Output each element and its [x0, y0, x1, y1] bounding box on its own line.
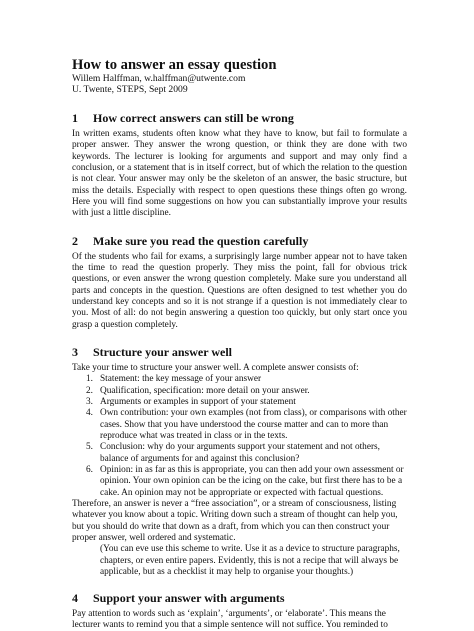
section-4-title: Support your answer with arguments [93, 591, 285, 605]
section-4-paragraph: Pay attention to words such as ‘explain’, ‘arguments’, or ‘elaborate’. This means the lecturer wants to remind you that a simple sentence will not suffice. You reminded to [72, 609, 407, 631]
section-3-title: Structure your answer well [93, 345, 232, 359]
section-2-title: Make sure you read the question carefully [93, 234, 308, 248]
section-2-number: 2 [72, 234, 93, 248]
list-item: 6. Opinion: in as far as this is appropriate, you can then add your own assessment or opinion. Your own opinion can be the icing on the cake, but first there has to be a cake. An opinion may not be appropriate or expected with factual questions. [72, 465, 407, 499]
list-item: 5. Conclusion: why do your arguments support your statement and not others, balance of arguments for and against this conclusion? [72, 442, 407, 465]
document-title: How to answer an essay question [72, 57, 407, 73]
section-1-heading [72, 111, 407, 125]
section-3-intro: Take your time to structure your answer well. A complete answer consists of: [72, 363, 407, 374]
list-item: 3. Arguments or examples in support of your statement [72, 397, 407, 408]
section-1-number: 1 [72, 111, 93, 125]
answer-structure-list [72, 374, 407, 499]
document-page [72, 57, 407, 631]
section-2-heading [72, 234, 407, 248]
section-3-note: (You can eve use this scheme to write. Use it as a device to structure paragraphs, chapters, or even entire papers. Evidently, this is not a recipe that will always be applicable, but as a checklist it may help to organise your thoughts.) [72, 544, 407, 578]
section-1-title: How correct answers can still be wrong [93, 111, 294, 125]
author-line: Willem Halffman, w.halffman@utwente.com [72, 73, 407, 84]
section-1-paragraph: In written exams, students often know what they have to know, but fail to formulate a proper answer. They answer the wrong question, or think they are done with two keywords. The lecturer is looking for arguments and support and may only find a conclusion, or a statement that is in itself correct, but of which the relation to the question is not clear. Your answer may only be the skeleton of an answer, the basic structure, but miss the details. Especially with respect to open questions these things often go wrong. Here you will find some suggestions on how you can substantially improve your results with just a little discipline. [72, 129, 407, 220]
affiliation-line: U. Twente, STEPS, Sept 2009 [72, 84, 407, 95]
list-item: 1. Statement: the key message of your answer [72, 374, 407, 385]
list-item: 2. Qualification, specification: more detail on your answer. [72, 386, 407, 397]
section-2-paragraph: Of the students who fail for exams, a surprisingly large number appear not to have taken the time to read the question properly. They miss the point, fall for obvious trick questions, or even answer the wrong question completely. Make sure you understand all parts and concepts in the question. Questions are often designed to test whether you do understand key concepts and so it is not strange if a question is not immediately clear to you. Most of all: do not begin answering a question too quickly, but only start once you grasp a question completely. [72, 252, 407, 331]
section-4-number: 4 [72, 591, 93, 605]
section-3-after-paragraph: Therefore, an answer is never a “free association”, or a stream of consciousness, listing whatever you know about a topic. Writing down such a stream of thought can help you, but you should do write that down as a draft, from which you can then construct your proper answer, well ordered and systematic. [72, 499, 407, 544]
list-item: 4. Own contribution: your own examples (not from class), or comparisons with other cases. Show that you have understood the course matter and can to more than reproduce what was treated in class or in the texts. [72, 408, 407, 442]
section-3-number: 3 [72, 345, 93, 359]
section-3-heading [72, 345, 407, 359]
section-4-heading [72, 591, 407, 605]
